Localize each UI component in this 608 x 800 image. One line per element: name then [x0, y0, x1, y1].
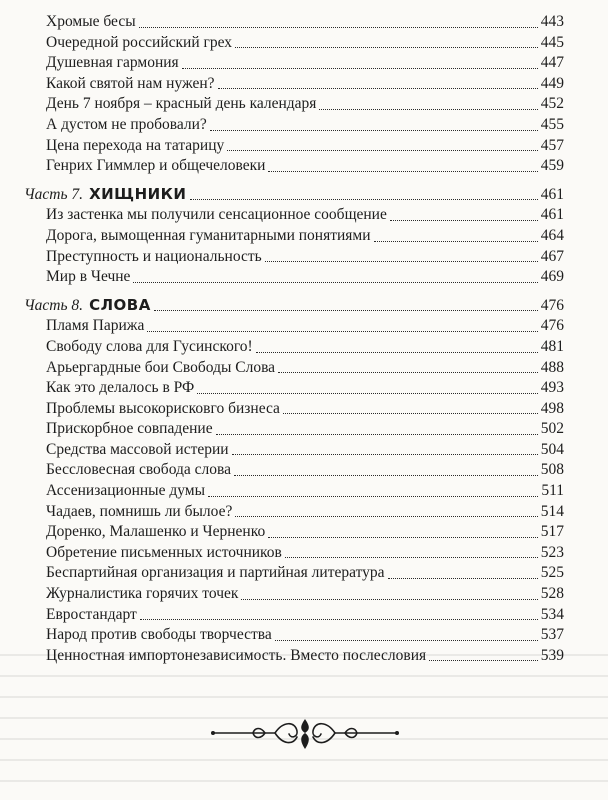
leader-dots — [319, 108, 537, 110]
toc-group-3 — [0, 316, 608, 666]
leader-dots — [208, 495, 538, 497]
part-name: ХИЩНИКИ — [89, 184, 187, 203]
toc-entry-title: Хромые бесы — [46, 13, 136, 30]
toc-entry-title: Арьергардные бои Свободы Слова — [46, 358, 276, 376]
toc-entry-title: Какой святой нам нужен? — [46, 74, 215, 92]
toc-entry-title: Бессловесная свобода слова — [46, 461, 231, 479]
toc-entry[interactable] — [0, 440, 608, 461]
part-name: СЛОВА — [89, 295, 151, 314]
toc-entry-page: 464 — [540, 226, 564, 244]
leader-dots — [140, 618, 538, 620]
toc-entry-page: 488 — [540, 358, 564, 376]
toc-entry-title: Народ против свободы творчества — [46, 626, 272, 644]
toc-entry-page: 523 — [540, 543, 564, 561]
toc-entry-page: 461 — [540, 206, 564, 224]
toc-entry-page: 449 — [540, 74, 564, 92]
leader-dots — [285, 556, 538, 558]
toc-entry[interactable] — [0, 522, 608, 543]
leader-dots — [388, 577, 538, 579]
part-title — [24, 295, 151, 317]
leader-dots — [197, 392, 537, 394]
toc-entry[interactable] — [0, 267, 608, 288]
toc-entry[interactable] — [0, 226, 608, 247]
toc-entry[interactable] — [0, 136, 608, 157]
leader-dots — [234, 474, 538, 476]
toc-entry-page: 514 — [540, 502, 564, 520]
toc-entry-title: Беспартийная организация и партийная литература — [46, 564, 385, 582]
toc-entry-title: Очередной российский грех — [46, 33, 233, 51]
toc-entry[interactable] — [0, 247, 608, 268]
leader-dots — [227, 149, 538, 151]
toc-entry-page: 447 — [540, 54, 564, 72]
leader-dots — [235, 515, 537, 517]
leader-dots — [374, 240, 538, 242]
toc-entry-title: Прискорбное совпадение — [46, 420, 213, 438]
leader-dots — [154, 309, 538, 311]
toc-entry[interactable] — [0, 74, 608, 95]
leader-dots — [210, 129, 538, 131]
part-page: 461 — [540, 185, 564, 203]
part-label: Часть 7. — [24, 185, 84, 203]
toc-entry[interactable] — [0, 646, 608, 667]
toc-entry-page: 539 — [540, 646, 564, 664]
toc-group-2 — [0, 205, 608, 287]
toc-entry-page: 493 — [540, 379, 564, 397]
toc-group-1 — [0, 12, 608, 177]
toc-entry-page: 511 — [541, 482, 564, 500]
leader-dots — [133, 281, 537, 283]
ornamental-divider-icon — [205, 713, 405, 753]
toc-entry[interactable] — [0, 12, 608, 33]
toc-entry-title: Чадаев, помнишь ли былое? — [46, 502, 233, 520]
leader-dots — [429, 659, 538, 661]
toc-entry-title: Из застенка мы получили сенсационное сообщение — [46, 206, 387, 224]
toc-entry-page: 534 — [540, 605, 564, 623]
toc-entry-page: 508 — [540, 461, 564, 479]
toc-entry-title: Мир в Чечне — [46, 268, 131, 286]
toc-entry-page: 467 — [540, 247, 564, 265]
toc-entry[interactable] — [0, 53, 608, 74]
part-label: Часть 8. — [24, 296, 84, 314]
leader-dots — [139, 26, 538, 28]
toc-entry-page: 502 — [540, 420, 564, 438]
leader-dots — [390, 219, 538, 221]
toc-entry-page: 457 — [540, 136, 564, 154]
toc-entry-page: 476 — [540, 317, 564, 335]
toc-entry[interactable] — [0, 33, 608, 54]
leader-dots — [182, 67, 538, 69]
toc-entry-title: Проблемы высокорисковго бизнеса — [46, 399, 280, 417]
toc-entry-page: 445 — [540, 33, 564, 51]
toc-entry-page: 459 — [540, 157, 564, 175]
leader-dots — [265, 260, 538, 262]
leader-dots — [268, 536, 538, 538]
leader-dots — [216, 433, 538, 435]
toc-entry[interactable] — [0, 378, 608, 399]
leader-dots — [218, 87, 538, 89]
toc-entry-page: 452 — [540, 95, 564, 113]
toc-entry[interactable] — [0, 115, 608, 136]
toc-entry-title: Дорога, вымощенная гуманитарными понятиями — [46, 226, 371, 244]
leader-dots — [268, 170, 537, 172]
toc-entry-title: Доренко, Малашенко и Черненко — [46, 523, 266, 541]
toc-entry-title: Средства массовой истерии — [46, 440, 229, 458]
leader-dots — [232, 453, 538, 455]
part-page: 476 — [540, 296, 564, 314]
toc-entry-title: Свободу слова для Гусинского! — [46, 337, 253, 355]
toc-entry-title: Обретение письменных источников — [46, 543, 282, 561]
toc-entry[interactable] — [0, 337, 608, 358]
leader-dots — [275, 639, 538, 641]
toc-entry[interactable] — [0, 419, 608, 440]
toc-entry[interactable] — [0, 584, 608, 605]
toc-entry-title: Душевная гармония — [46, 54, 179, 72]
toc-entry-title: Ассенизационные думы — [46, 482, 205, 500]
table-of-contents — [0, 12, 608, 666]
leader-dots — [147, 330, 537, 332]
part-title — [24, 184, 187, 206]
toc-entry[interactable] — [0, 316, 608, 337]
part-8-heading[interactable] — [0, 296, 608, 317]
toc-entry-title: Ценностная импортонезависимость. Вместо послесловия — [46, 646, 427, 664]
toc-entry-page: 443 — [540, 13, 564, 30]
toc-entry-page: 455 — [540, 115, 564, 133]
toc-entry[interactable] — [0, 358, 608, 379]
toc-entry-title: Журналистика горячих точек — [46, 585, 239, 603]
toc-entry-page: 498 — [540, 399, 564, 417]
toc-entry[interactable] — [0, 156, 608, 177]
toc-entry-page: 537 — [540, 626, 564, 644]
toc-entry[interactable] — [0, 502, 608, 523]
toc-entry-title: День 7 ноября – красный день календаря — [46, 95, 317, 113]
toc-entry-page: 517 — [540, 523, 564, 541]
toc-entry-title: Как это делалось в РФ — [46, 379, 195, 397]
toc-entry-title: Генрих Гиммлер и общечеловеки — [46, 157, 266, 175]
toc-entry[interactable] — [0, 625, 608, 646]
toc-entry-title: Преступность и национальность — [46, 247, 262, 265]
toc-entry[interactable] — [0, 605, 608, 626]
toc-entry-page: 504 — [540, 440, 564, 458]
part-7-heading[interactable] — [0, 185, 608, 206]
toc-entry[interactable] — [0, 481, 608, 502]
leader-dots — [256, 351, 538, 353]
toc-entry-page: 528 — [540, 585, 564, 603]
toc-entry[interactable] — [0, 460, 608, 481]
toc-entry-title: Евростандарт — [46, 605, 137, 623]
toc-entry-title: А дустом не пробовали? — [46, 115, 207, 133]
toc-entry[interactable] — [0, 543, 608, 564]
toc-entry[interactable] — [0, 205, 608, 226]
leader-dots — [278, 371, 538, 373]
toc-entry-page: 481 — [540, 337, 564, 355]
toc-entry-page: 525 — [540, 564, 564, 582]
leader-dots — [283, 412, 538, 414]
toc-entry[interactable] — [0, 399, 608, 420]
toc-entry[interactable] — [0, 563, 608, 584]
toc-entry-page: 469 — [540, 268, 564, 286]
leader-dots — [235, 46, 538, 48]
toc-entry[interactable] — [0, 94, 608, 115]
leader-dots — [190, 198, 538, 200]
toc-entry-title: Цена перехода на татарицу — [46, 136, 225, 154]
toc-entry-title: Пламя Парижа — [46, 317, 145, 335]
leader-dots — [241, 598, 537, 600]
